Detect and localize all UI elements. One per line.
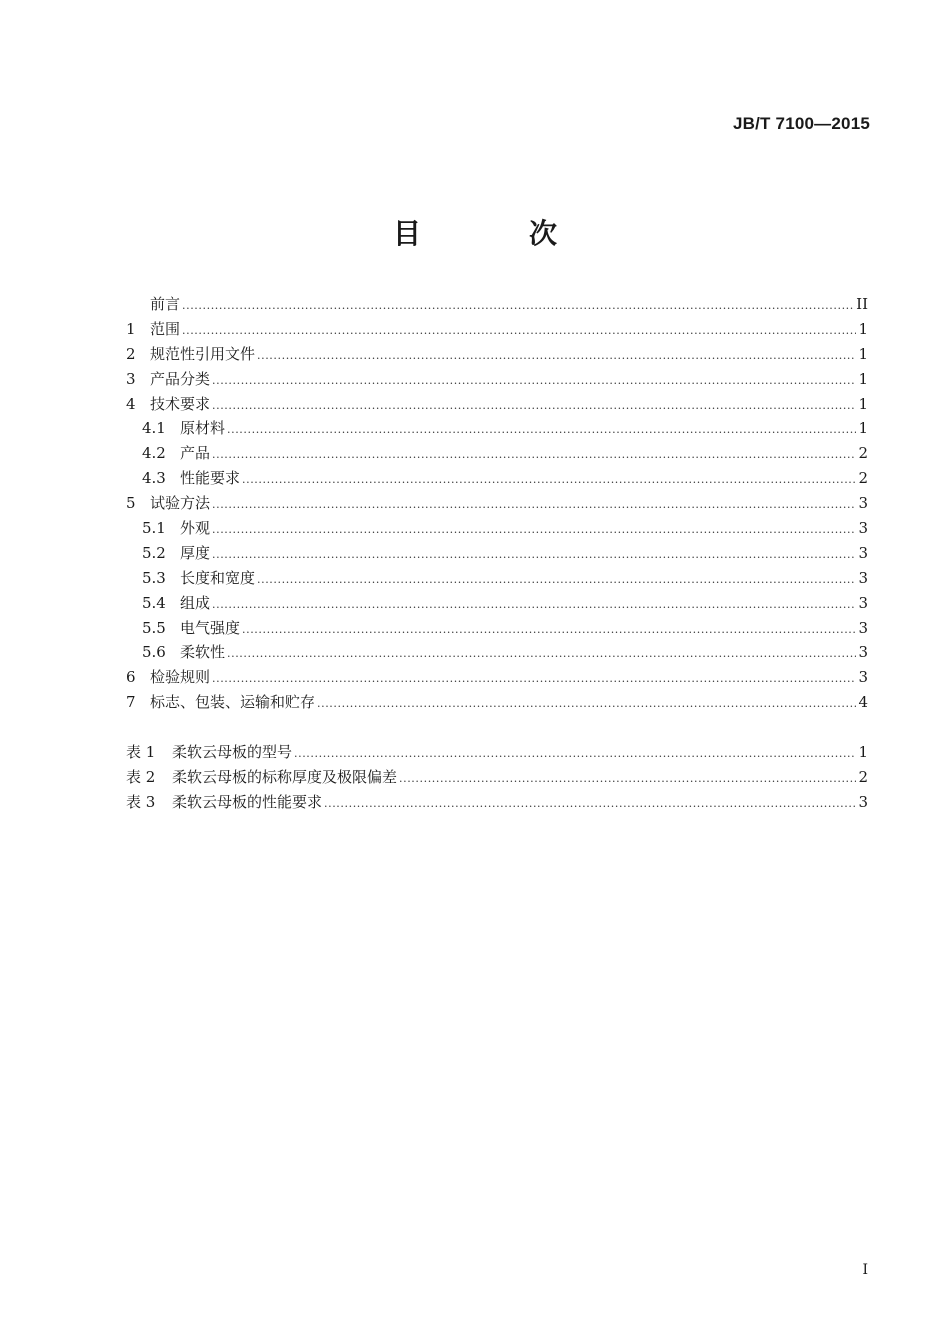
toc-entry[interactable]	[126, 765, 868, 790]
toc-entry-label: 产品	[180, 444, 211, 463]
toc-entry-label: 技术要求	[150, 394, 211, 413]
toc-entry-number: 表 1	[126, 743, 156, 762]
toc-entry-number: 3	[126, 369, 136, 388]
toc-entry[interactable]	[126, 665, 868, 690]
toc-entry-number: 2	[126, 344, 136, 363]
toc-entries	[126, 292, 868, 715]
toc-entry-number: 4.1	[142, 419, 166, 438]
toc-entry-page: 2	[858, 444, 868, 463]
toc-entry[interactable]	[126, 342, 868, 367]
dot-leader	[242, 618, 856, 643]
dot-leader	[324, 792, 856, 817]
toc-entry-number: 5.3	[142, 568, 166, 587]
toc-entry-page: 3	[858, 494, 868, 513]
toc-title: 目 次	[392, 217, 597, 250]
dot-leader	[212, 394, 856, 419]
toc-entry-label: 范围	[150, 319, 181, 338]
toc-entry-page: 3	[858, 543, 868, 562]
dot-leader	[294, 742, 856, 767]
toc-entry[interactable]	[126, 317, 868, 342]
toc-entry[interactable]	[126, 740, 868, 765]
toc-entry-label: 性能要求	[180, 469, 241, 488]
toc-entry-number: 5.2	[142, 543, 166, 562]
toc-entry-page: 1	[858, 394, 868, 413]
toc-entry[interactable]	[126, 416, 868, 441]
toc-entry-label: 规范性引用文件	[150, 344, 256, 363]
toc-entry-page: 1	[858, 419, 868, 438]
toc-entry-label: 前言	[150, 295, 181, 313]
toc-entry-number: 表 3	[126, 792, 156, 811]
toc-entry-number: 5.6	[142, 643, 166, 662]
toc-entry-page: 1	[858, 369, 868, 388]
toc-entry-number: 5.4	[142, 593, 166, 612]
toc-entry[interactable]	[126, 441, 868, 466]
toc-entry[interactable]	[126, 690, 868, 715]
dot-leader	[212, 493, 856, 518]
toc-entry-label: 厚度	[180, 543, 211, 562]
toc-entry-label: 柔软云母板的性能要求	[172, 792, 323, 811]
toc-entry-label: 长度和宽度	[180, 568, 256, 587]
toc-entry-number: 7	[126, 693, 136, 712]
toc-entry-number: 1	[126, 319, 136, 338]
dot-leader	[227, 642, 856, 667]
toc-gap	[126, 715, 868, 740]
toc-entry[interactable]	[126, 566, 868, 591]
dot-leader	[212, 667, 856, 692]
toc-entry-label: 柔软云母板的标称厚度及极限偏差	[172, 768, 398, 787]
dot-leader	[242, 468, 856, 493]
toc-entry[interactable]	[126, 491, 868, 516]
standard-number: JB/T 7100—2015	[733, 114, 870, 133]
toc-entry-label: 标志、包装、运输和贮存	[150, 693, 316, 712]
toc-entry[interactable]	[126, 591, 868, 616]
toc-entry-label: 检验规则	[150, 668, 211, 687]
table-of-contents	[126, 292, 868, 815]
toc-entry-label: 原材料	[180, 419, 226, 438]
toc-entry-number: 4.3	[142, 469, 166, 488]
toc-entry-number: 4.2	[142, 444, 166, 463]
toc-entry-page: II	[856, 295, 868, 313]
toc-entry-number: 表 2	[126, 768, 156, 787]
toc-entry-page: 3	[858, 618, 868, 637]
page-number: I	[862, 1262, 868, 1278]
toc-entry-number: 6	[126, 668, 136, 687]
dot-leader	[317, 692, 856, 717]
dot-leader	[212, 369, 856, 394]
toc-entry[interactable]	[126, 640, 868, 665]
dot-leader	[257, 344, 856, 369]
toc-entry[interactable]	[126, 616, 868, 641]
toc-entry-page: 3	[858, 668, 868, 687]
toc-entry-page: 3	[858, 568, 868, 587]
toc-entry-page: 1	[858, 319, 868, 338]
toc-entry-label: 组成	[180, 593, 211, 612]
toc-entry[interactable]	[126, 516, 868, 541]
toc-entry-page: 2	[858, 469, 868, 488]
toc-entry-page: 1	[858, 344, 868, 363]
dot-leader	[212, 518, 856, 543]
toc-entry[interactable]	[126, 367, 868, 392]
toc-table-list	[126, 740, 868, 815]
dot-leader	[227, 418, 856, 443]
toc-entry-label: 试验方法	[150, 494, 211, 513]
toc-entry[interactable]	[126, 292, 868, 317]
toc-entry-number: 5.5	[142, 618, 166, 637]
toc-entry-number: 5.1	[142, 519, 166, 538]
toc-entry[interactable]	[126, 790, 868, 815]
dot-leader	[399, 767, 856, 792]
toc-entry-label: 外观	[180, 519, 211, 538]
toc-entry-number: 5	[126, 494, 136, 513]
toc-entry-label: 产品分类	[150, 369, 211, 388]
toc-entry-label: 柔软性	[180, 643, 226, 662]
dot-leader	[182, 294, 854, 319]
toc-entry-page: 3	[858, 519, 868, 538]
toc-entry-number: 4	[126, 394, 136, 413]
toc-entry-page: 4	[858, 693, 868, 712]
toc-entry-page: 3	[858, 593, 868, 612]
toc-entry-page: 3	[858, 643, 868, 662]
toc-entry[interactable]	[126, 466, 868, 491]
toc-entry[interactable]	[126, 541, 868, 566]
toc-entry[interactable]	[126, 392, 868, 417]
dot-leader	[212, 593, 856, 618]
toc-entry-page: 3	[858, 792, 868, 811]
toc-entry-page: 1	[858, 743, 868, 762]
dot-leader	[182, 319, 856, 344]
toc-entry-label: 柔软云母板的型号	[172, 743, 293, 762]
toc-entry-label: 电气强度	[180, 618, 241, 637]
dot-leader	[212, 543, 856, 568]
dot-leader	[212, 443, 856, 468]
dot-leader	[257, 568, 856, 593]
toc-entry-page: 2	[858, 768, 868, 787]
